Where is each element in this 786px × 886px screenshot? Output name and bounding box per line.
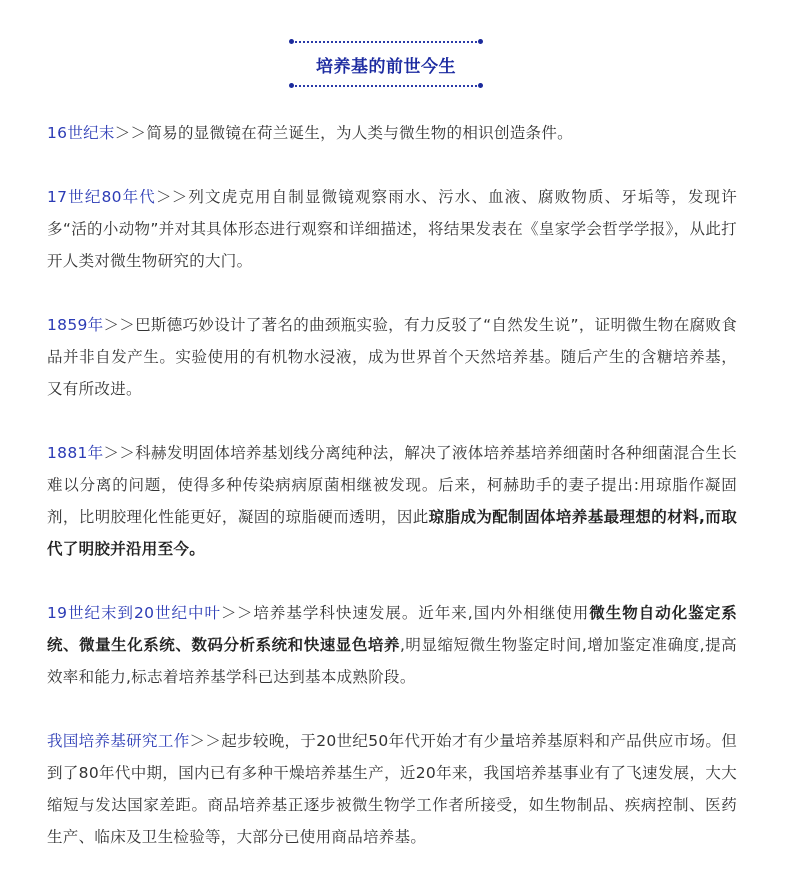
arrow-marker: ＞＞ [155,188,188,206]
page-title: 培养基的前世今生 [316,57,456,77]
title-top-divider [291,41,481,43]
arrow-marker: ＞＞ [221,604,253,622]
paragraph-text: 列文虎克用自制显微镜观察雨水、污水、血液、腐败物质、牙垢等，发现许多“活的小动物”并对其具体形态进行观察和详细描述，将结果发表在《皇家学会哲学学报》，从此打开人类对微生物研究的大门。 [47,188,737,270]
paragraph-lead: 1859年 [47,316,104,334]
paragraph-lead: 16世纪末 [47,124,115,142]
paragraph-text: 起步较晚，于20世纪50年代开始才有少量培养基原料和产品供应市场。但到了80年代中期，国内已有多种干燥培养基生产，近20年来，我国培养基事业有了飞速发展，大大缩短与发达国家差距。商品培养基正逐步被微生物学工作者所接受，如生物制品、疾病控制、医药生产、临床及卫生检验等，大部分已使用商品培养基。 [47,732,737,846]
paragraph-lead: 17世纪80年代 [47,188,156,206]
paragraph-china-research [47,725,737,853]
paragraph-text: 简易的显微镜在荷兰诞生，为人类与微生物的相识创造条件。 [146,124,573,142]
arrow-marker: ＞＞ [189,732,222,750]
paragraph-text: 科赫发明固体培养基划线分离纯种法，解决了液体培养基培养细菌时各种细菌混合生长难以分离的问题，使得多种传染病病原菌相继被发现。后来，柯赫助手的妻子提出:用琼脂作凝固剂，比明胶理化性能更好，凝固的琼脂硬而透明，因此 [47,444,737,526]
paragraph-bold-text: 琼脂成为配制固体培养基最理想的材料,而取代了明胶并沿用至今。 [47,508,738,558]
paragraph-19th-20th-century [47,597,737,693]
paragraph-tail-text: ,明显缩短微生物鉴定时间,增加鉴定准确度,提高效率和能力,标志着培养基学科已达到基本成熟阶段。 [47,636,737,686]
paragraph-1881 [47,437,737,565]
paragraph-17th-century [47,181,737,277]
paragraph-bold-text: 微生物自动化鉴定系统、微量生化系统、数码分析系统和快速显色培养 [47,604,738,654]
title-bottom-divider [291,85,481,87]
paragraph-1859 [47,309,737,405]
arrow-marker: ＞＞ [103,316,136,334]
paragraph-16th-century [47,117,737,149]
paragraph-text: 巴斯德巧妙设计了著名的曲颈瓶实验，有力反驳了“自然发生说”，证明微生物在腐败食品并非自发产生。实验使用的有机物水浸液，成为世界首个天然培养基。随后产生的含糖培养基，又有所改进。 [47,316,737,398]
paragraph-lead: 1881年 [47,444,104,462]
paragraph-lead: 19世纪末到20世纪中叶 [47,604,222,622]
paragraph-lead: 我国培养基研究工作 [47,732,190,750]
arrow-marker: ＞＞ [114,124,147,142]
arrow-marker: ＞＞ [103,444,136,462]
paragraph-text: 培养基学科快速发展。近年来,国内外相继使用 [252,604,590,622]
title-banner [291,41,481,87]
